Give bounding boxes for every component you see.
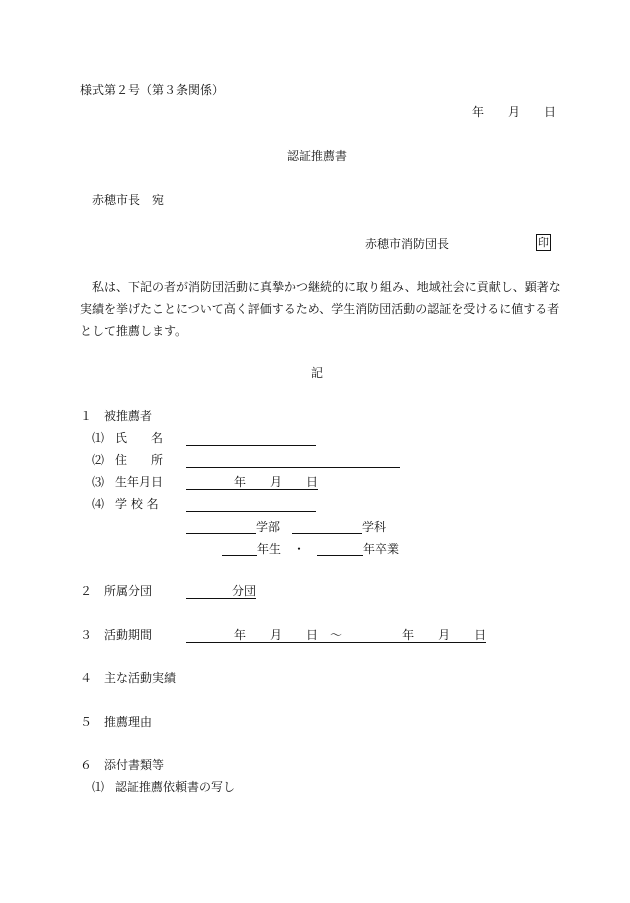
branch-label: 分団	[232, 584, 257, 598]
period-end-year: 年	[402, 628, 415, 642]
document-title: 認証推薦書	[287, 149, 348, 163]
birth-month: 月	[270, 475, 283, 489]
activity-period-blank	[186, 628, 486, 643]
graduation-label: 年卒業	[363, 542, 400, 556]
date-line	[472, 105, 556, 119]
branch-blank	[186, 584, 256, 599]
section4-heading: ４ 主な活動実績	[80, 671, 177, 685]
grade-line	[222, 541, 399, 556]
item-birth-label: 生年月日	[115, 475, 164, 489]
ki-heading: 記	[311, 366, 324, 380]
address-blank	[186, 453, 400, 468]
grade-label: 年生	[257, 542, 282, 556]
period-start-year: 年	[234, 628, 247, 642]
date-year: 年	[472, 105, 485, 119]
form-number: 様式第２号（第３条関係）	[80, 83, 225, 97]
item-address-label: 住 所	[115, 453, 164, 467]
section6-heading: ６ 添付書類等	[80, 758, 165, 772]
body-line-2: 実績を挙げたことについて高く評価するため、学生消防団活動の認証を受けるに値する者	[80, 302, 560, 316]
faculty-label: 学部	[256, 520, 281, 534]
sender-name: 赤穂市消防団長	[365, 237, 450, 251]
grade-dot: ・	[293, 542, 306, 556]
body-line-3: として推薦します。	[80, 324, 188, 338]
period-tilde: ～	[330, 628, 343, 642]
birth-day: 日	[306, 475, 319, 489]
item-address-num: ⑵	[92, 453, 105, 467]
period-start-month: 月	[270, 628, 283, 642]
date-day: 日	[544, 105, 557, 119]
department-label: 学科	[362, 520, 387, 534]
item-name-num: ⑴	[92, 431, 105, 445]
body-line-1: 私は、下記の者が消防団活動に真摯かつ継続的に取り組み、地域社会に貢献し、顕著な	[92, 280, 561, 294]
item-school-label: 学 校 名	[115, 497, 159, 511]
item-name-label: 氏 名	[115, 431, 164, 445]
item-school-num: ⑷	[92, 497, 105, 511]
period-start-day: 日	[306, 628, 319, 642]
seal-stamp: 印	[538, 236, 549, 249]
name-blank	[186, 431, 316, 446]
period-end-day: 日	[474, 628, 487, 642]
faculty-line	[186, 519, 386, 534]
attachment-num: ⑴	[92, 780, 105, 794]
section3-heading: ３ 活動期間	[80, 628, 153, 642]
section5-heading: ５ 推薦理由	[80, 715, 153, 729]
section2-heading: ２ 所属分団	[80, 584, 153, 598]
birthdate-blank	[186, 475, 318, 490]
attachment-label: 認証推薦依頼書の写し	[115, 780, 236, 794]
date-month: 月	[508, 105, 521, 119]
birth-year: 年	[234, 475, 247, 489]
item-birth-num: ⑶	[92, 475, 105, 489]
section1-heading: １ 被推薦者	[80, 409, 153, 423]
school-blank	[186, 497, 316, 512]
period-end-month: 月	[438, 628, 451, 642]
addressee: 赤穂市長 宛	[92, 193, 165, 207]
